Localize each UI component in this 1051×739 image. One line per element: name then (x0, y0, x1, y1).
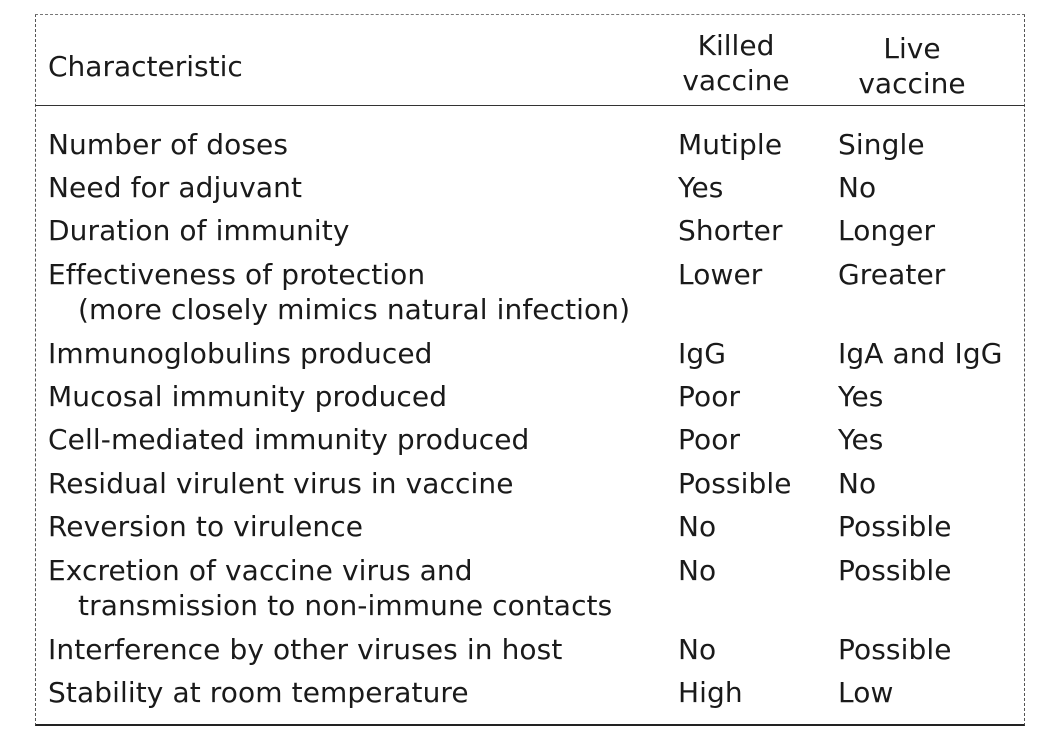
row-sublabel-effectiveness-of-protection: (more closely mimics natural infection) (78, 293, 631, 326)
header-killed-line2: vaccine (682, 64, 790, 97)
cell-live-stability-at-room-temperature: Low (838, 676, 894, 709)
cell-killed-need-for-adjuvant: Yes (678, 171, 724, 204)
cell-live-mucosal-immunity-produced: Yes (838, 380, 884, 413)
cell-live-effectiveness-of-protection: Greater (838, 258, 946, 291)
cell-killed-duration-of-immunity: Shorter (678, 214, 783, 247)
cell-killed-residual-virulent-virus: Possible (678, 467, 792, 500)
cell-killed-mucosal-immunity-produced: Poor (678, 380, 741, 413)
row-label-immunoglobulins-produced: Immunoglobulins produced (48, 337, 433, 370)
row-label-cell-mediated-immunity-produced: Cell-mediated immunity produced (48, 423, 530, 456)
cell-killed-reversion-to-virulence: No (678, 510, 717, 543)
row-label-mucosal-immunity-produced: Mucosal immunity produced (48, 380, 448, 413)
cell-killed-immunoglobulins-produced: IgG (678, 337, 727, 370)
cell-live-cell-mediated-immunity-produced: Yes (838, 423, 884, 456)
cell-live-immunoglobulins-produced: IgA and IgG (838, 337, 1003, 370)
cell-killed-cell-mediated-immunity-produced: Poor (678, 423, 741, 456)
cell-live-reversion-to-virulence: Possible (838, 510, 952, 543)
cell-killed-number-of-doses: Mutiple (678, 128, 783, 161)
cell-live-duration-of-immunity: Longer (838, 214, 936, 247)
row-label-residual-virulent-virus: Residual virulent virus in vaccine (48, 467, 514, 500)
header-live-line2: vaccine (858, 67, 966, 100)
row-label-stability-at-room-temperature: Stability at room temperature (48, 676, 469, 709)
row-label-interference-by-other-viruses: Interference by other viruses in host (48, 633, 563, 666)
row-label-excretion-of-vaccine-virus: Excretion of vaccine virus and (48, 554, 473, 587)
row-label-number-of-doses: Number of doses (48, 128, 289, 161)
header-divider (35, 105, 1025, 106)
cell-live-interference-by-other-viruses: Possible (838, 633, 952, 666)
cell-killed-stability-at-room-temperature: High (678, 676, 743, 709)
cell-live-need-for-adjuvant: No (838, 171, 877, 204)
header-killed-line1: Killed (697, 29, 775, 62)
row-label-need-for-adjuvant: Need for adjuvant (48, 171, 303, 204)
header-live-line1: Live (883, 32, 941, 65)
row-label-reversion-to-virulence: Reversion to virulence (48, 510, 364, 543)
header-characteristic: Characteristic (48, 50, 243, 83)
cell-killed-interference-by-other-viruses: No (678, 633, 717, 666)
cell-live-number-of-doses: Single (838, 128, 925, 161)
row-sublabel-excretion-of-vaccine-virus: transmission to non-immune contacts (78, 589, 613, 622)
row-label-effectiveness-of-protection: Effectiveness of protection (48, 258, 426, 291)
cell-live-excretion-of-vaccine-virus: Possible (838, 554, 952, 587)
cell-killed-effectiveness-of-protection: Lower (678, 258, 763, 291)
row-label-duration-of-immunity: Duration of immunity (48, 214, 350, 247)
cell-killed-excretion-of-vaccine-virus: No (678, 554, 717, 587)
cell-live-residual-virulent-virus: No (838, 467, 877, 500)
